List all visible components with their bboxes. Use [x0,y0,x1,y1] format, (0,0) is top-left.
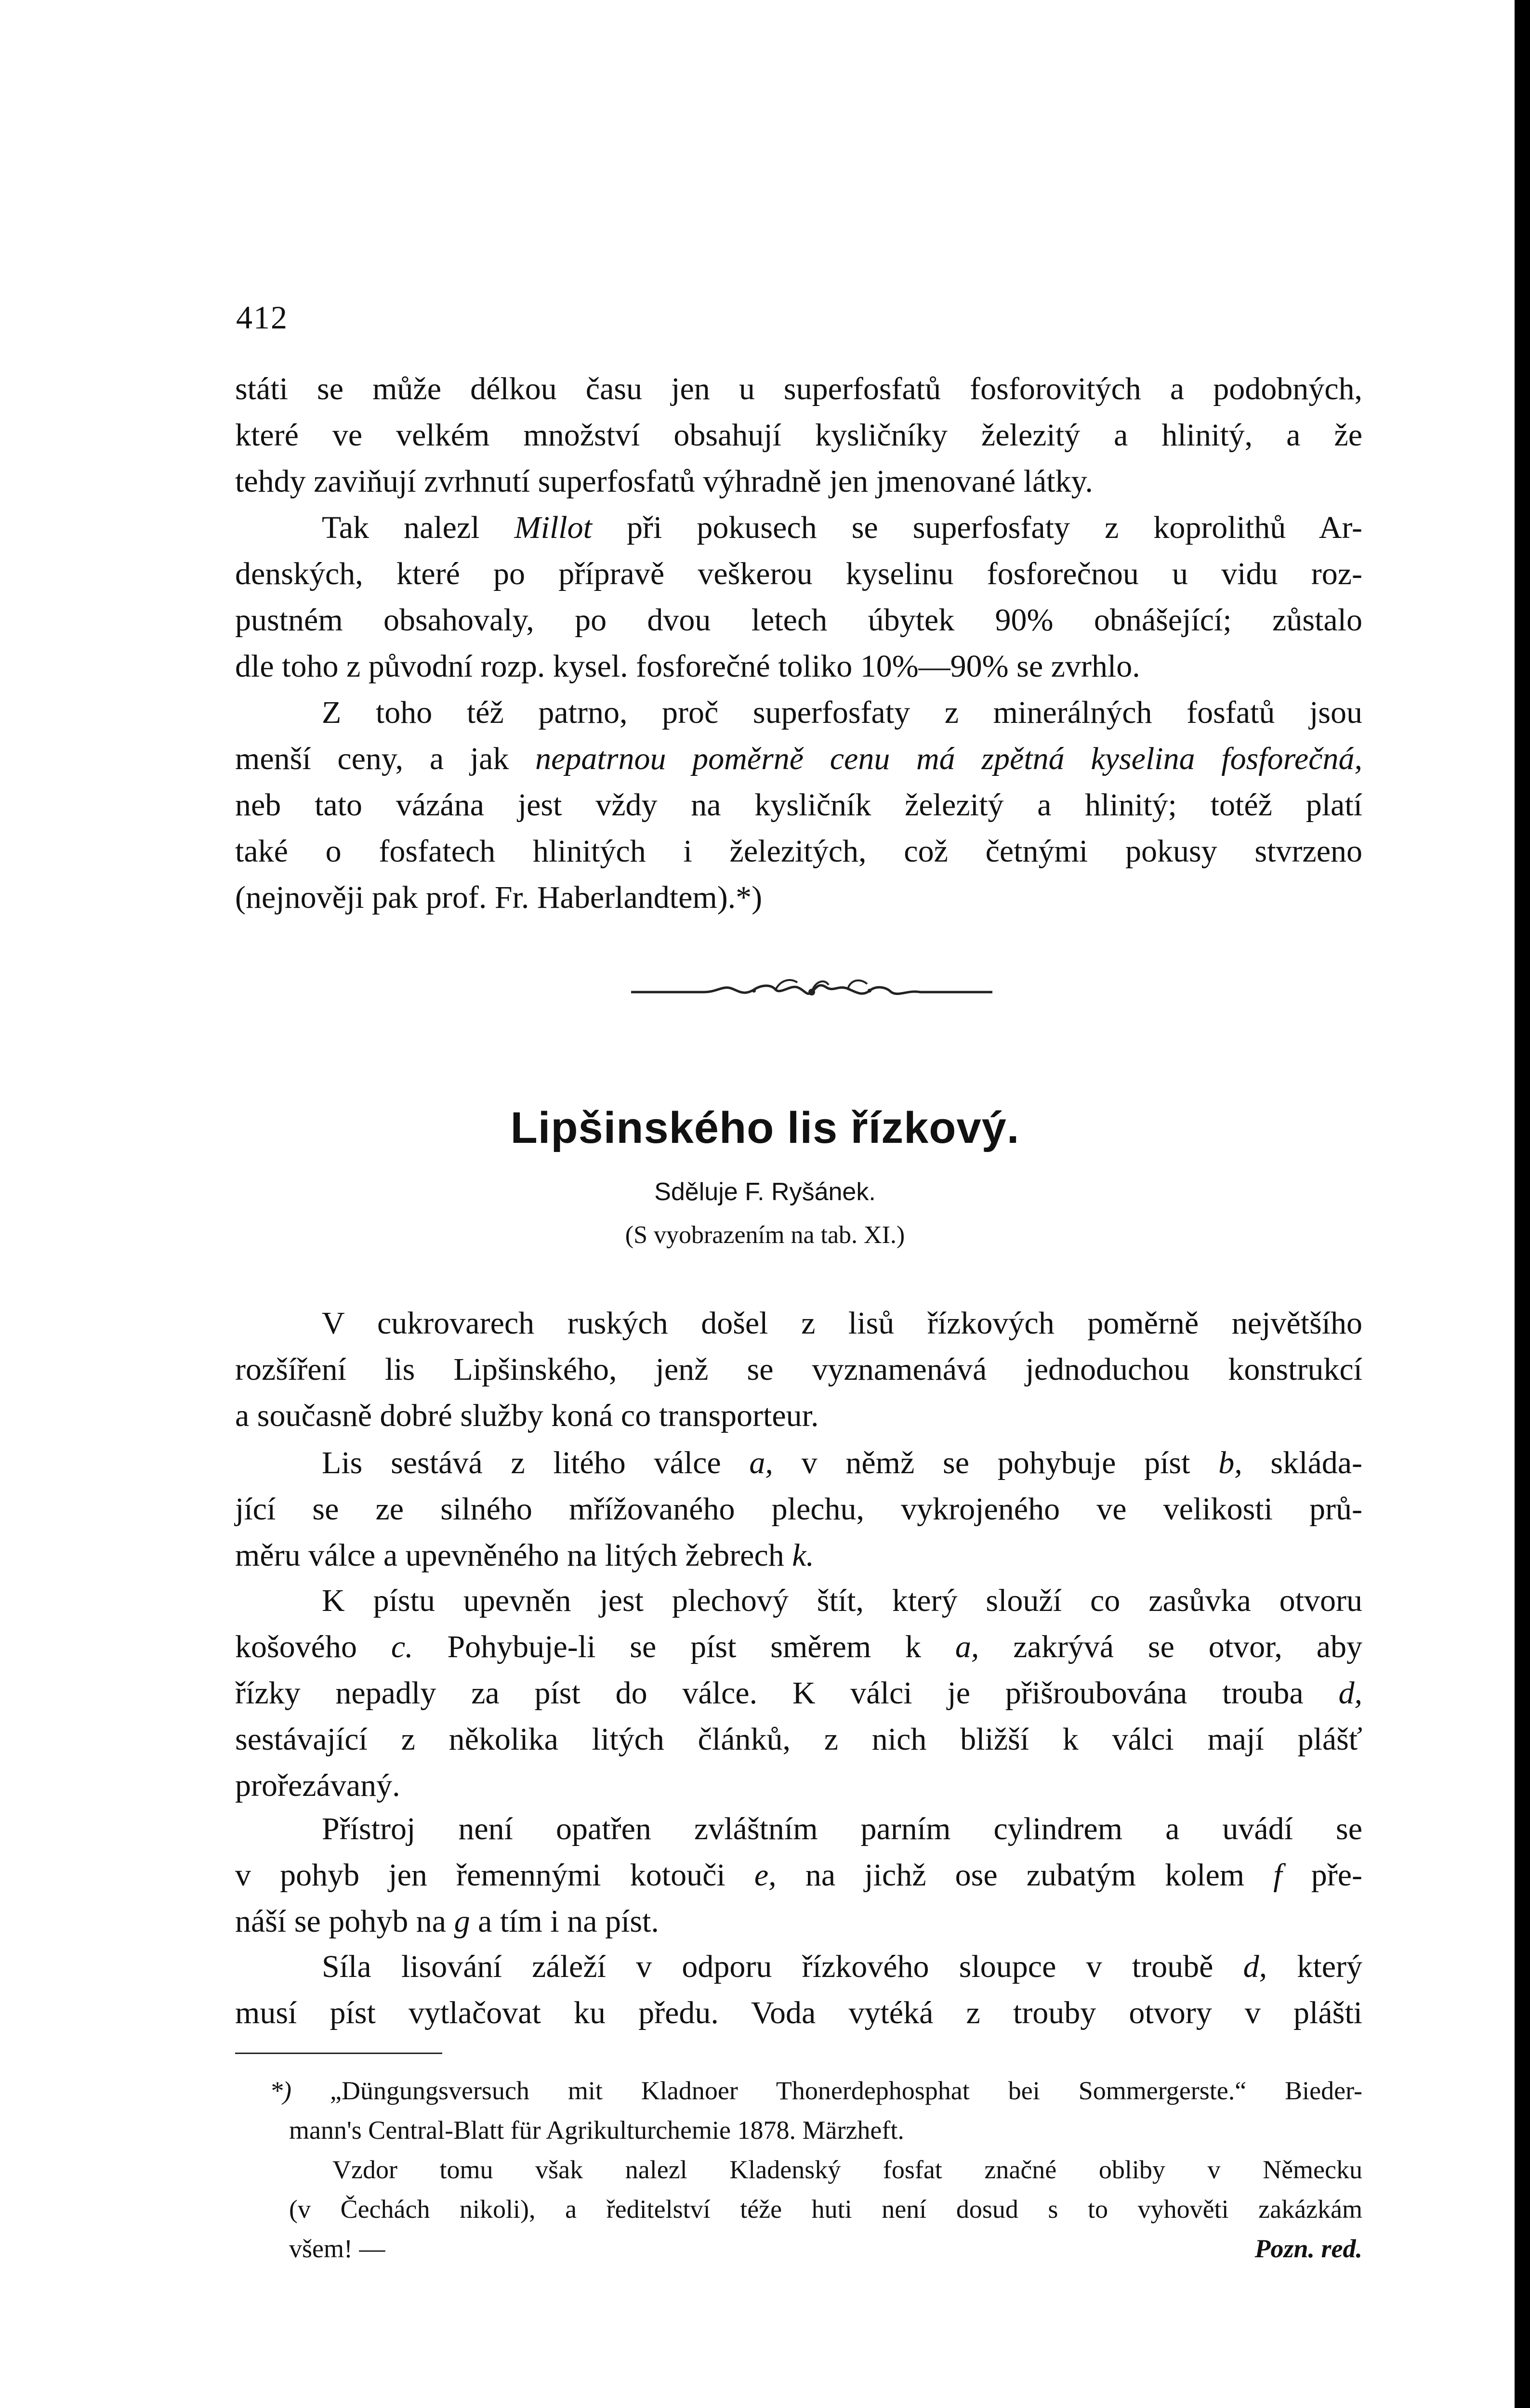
text-line: rozšíření lis Lipšinského, jenž se vyznamenává jednoduchou konstrukcí [235,1352,1362,1387]
text-line: také o fosfatech hlinitých i železitých, což četnými pokusy stvrzeno [235,834,1362,869]
text-line: státi se může délkou času jen u superfosfatů fosforovitých a podobných, [235,371,1362,406]
text-line: Tak nalezl Millot při pokusech se superfosfaty z koprolithů Ar- [322,510,1363,545]
article-byline: Sděluje F. Ryšánek. [654,1178,876,1206]
text-line: Lis sestává z litého válce a, v němž se pohybuje píst b, skláda- [322,1445,1363,1480]
text-line: V cukrovarech ruských došel z lisů řízkových poměrně největšího [322,1306,1362,1341]
text-line: (nejnověji pak prof. Fr. Haberlandtem).*) [235,880,763,915]
footnote-line: *) „Düngungsversuch mit Kladnoer Thonerdephosphat bei Sommergerste.“ Bieder- [270,2076,1363,2105]
paragraph-continuation [235,366,1362,505]
article-title: Lipšinského lis řízkový. [510,1103,1020,1152]
article-paragraph-2 [235,1440,1362,1579]
text-line: K pístu upevněn jest plechový štít, který slouží co zasůvka otvoru [322,1583,1362,1618]
ornament-divider [631,970,992,1009]
footnote-line: všem! — Pozn. red. [270,2229,1362,2268]
footnote-marker: *) [270,2076,291,2105]
footnote-line: mann's Central-Blatt für Agrikulturchemie 1878. Märzheft. [289,2116,904,2145]
article-subtitle: (S vyobrazením na tab. XI.) [625,1221,905,1249]
footnote-line: (v Čechách nikoli), a ředitelství téže huti není dosud s to vyhověti zakázkám [289,2195,1362,2224]
article-paragraph-5 [235,1944,1362,2036]
text-line: Z toho též patrno, proč superfosfaty z minerálných fosfatů jsou [322,695,1362,730]
editor-note-sign: Pozn. red. [1254,2234,1362,2263]
text-line: v pohyb jen řemennými kotouči e, na jichž ose zubatým kolem f pře- [235,1858,1363,1893]
page-number: 412 [236,299,288,336]
footnote-rule [235,2053,442,2054]
footnote-line: Vzdor tomu však nalezl Kladenský fosfat značné obliby v Německu [332,2155,1362,2184]
article-paragraph-1 [235,1300,1362,1439]
text-line: Síla lisování záleží v odporu řízkového sloupce v troubě d, který [322,1949,1363,1984]
text-line: tehdy zaviňují zvrhnutí superfosfatů výhradně jen jmenované látky. [235,464,1093,499]
text-line: které ve velkém množství obsahují kysličníky železitý a hlinitý, a že [235,418,1362,453]
footnote [270,2071,1362,2268]
text-line: neb tato vázána jest vždy na kysličník železitý a hlinitý; totéž platí [235,787,1362,823]
paragraph-minerals [235,690,1362,921]
text-line: náší se pohyb na g a tím i na píst. [235,1904,659,1939]
paragraph-millot [235,505,1362,690]
text-line: košového c. Pohybuje-li se píst směrem k a, zakrývá se otvor, aby [235,1629,1363,1664]
text-line: menší ceny, a jak nepatrnou poměrně cenu má zpětná kyselina fosforečná, [235,741,1362,776]
text-line: prořezávaný. [235,1768,400,1803]
text-line: měru válce a upevněného na litých žebrech k. [235,1538,815,1573]
emphasis-text: nepatrnou poměrně cenu má zpětná kyselina fosforečná, [535,741,1362,776]
article-paragraph-3 [235,1578,1362,1809]
text-line: sestávající z několika litých článků, z nich bližší k válci mají plášť [235,1722,1362,1757]
text-line: a současně dobré služby koná co transporteur. [235,1398,819,1433]
text-line: musí píst vytlačovat ku předu. Voda vytéká z trouby otvory v plášti [235,1995,1362,2030]
text-line: řízky nepadly za píst do válce. K válci je přišroubována trouba d, [235,1675,1362,1711]
text-line: denských, které po přípravě veškerou kyselinu fosforečnou u vidu roz- [235,556,1362,591]
article-paragraph-4 [235,1806,1362,1945]
text-line: dle toho z původní rozp. kysel. fosforečné toliko 10%—90% se zvrhlo. [235,649,1140,684]
text-line: pustném obsahovaly, po dvou letech úbytek 90% obnášející; zůstalo [235,602,1362,638]
text-line: jící se ze silného mřížovaného plechu, vykrojeného ve velikosti prů- [235,1492,1362,1527]
text-line: Přístroj není opatřen zvláštním parním cylindrem a uvádí se [322,1811,1362,1846]
author-name: Millot [514,510,592,545]
